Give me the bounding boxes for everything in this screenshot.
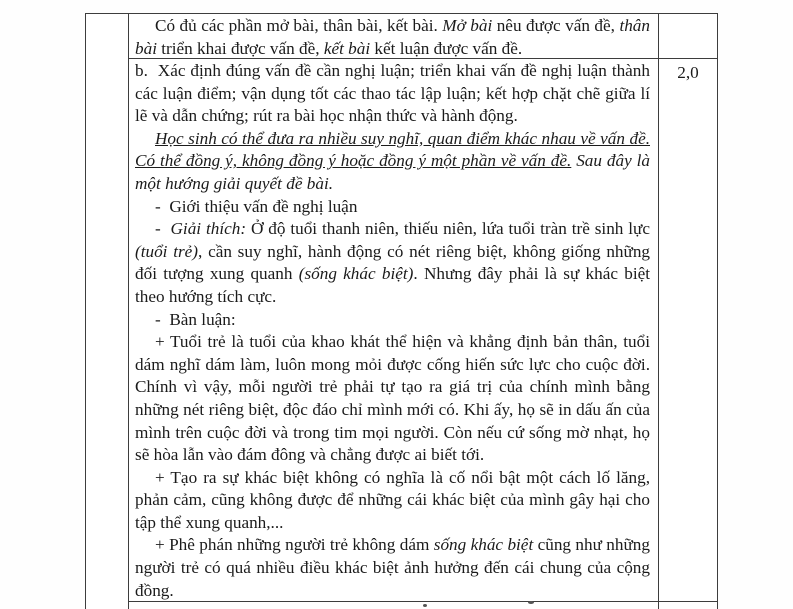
text-run: Ở độ tuổi thanh niên, thiếu niên, lứa tuổi tràn trề sinh lực <box>246 219 650 239</box>
text-run: kết luận được vấn đề. <box>370 38 523 58</box>
rubric-table <box>85 13 718 609</box>
text-run-italic: Mở bài <box>442 16 493 35</box>
text-run: nêu được vấn đề, <box>492 16 620 35</box>
text-run: . Nhưng đây phải là sự khác biệt theo hướng tích cực. <box>135 264 651 306</box>
text-run-italic: (sống khác biệt) <box>298 264 414 284</box>
paragraph-discuss-2: + Tạo ra sự khác biệt không có nghĩa là cố nổi bật một cách lố lăng, phản cảm, cũng không được để những cái khác biệt của mình gây hại cho tập thể xung quanh,... <box>135 467 650 532</box>
text-run-italic: thân bài <box>135 16 650 58</box>
question-number-column <box>86 14 129 609</box>
score-cell <box>659 602 717 609</box>
paragraph-structure <box>135 15 650 58</box>
paragraph-discuss-1: + Tuổi trẻ là tuổi của khao khát thể hiện và khẳng định bản thân, tuổi dám nghĩ dám làm, luôn mong mỏi được cống hiến sức lực cho cuộc đời. Chính vì vậy, mỗi người trẻ phải tự tạo ra giá trị của chính mình bằng những nét riêng biệt, độc đáo chỉ mình mới có. Khi ấy, họ sẽ in dấu ấn của mình trên cuộc đời và trong tim mọi người. Còn nếu cứ sống mờ nhạt, họ sẽ hòa lẫn vào đám đông và chẳng được ai biết tới. <box>135 332 650 465</box>
paragraph-explain <box>135 218 650 308</box>
criterion-cell <box>129 59 659 601</box>
paragraph-intro: - Giới thiệu vấn đề nghị luận <box>155 196 358 216</box>
text-run-italic: (tuổi trẻ) <box>135 241 199 261</box>
table-row-criterion-b <box>129 59 717 602</box>
paragraph-criterion-b: b. Xác định đúng vấn đề cần nghị luận; triển khai vấn đề nghị luận thành các luận điểm; vận dụng tốt các thao tác lập luận; kết hợp chặt chẽ giữa lí lẽ và dẫn chứng; rút ra bài học nhận thức và hành động. <box>135 61 650 126</box>
criterion-cell <box>129 602 659 609</box>
text-run-italic-underline: Học sinh có thể đưa ra nhiều suy nghĩ, quan điểm khác nhau về vấn đề. Có thể đồng ý, không đồng ý hoặc đồng ý một phần về vấn đề. <box>135 128 650 171</box>
text-run: cũng như những người trẻ có quá nhiều điều khác biệt ảnh hưởng đến cái chung của cộng đồng. <box>135 535 650 600</box>
score-cell: 2,0 <box>677 63 699 82</box>
clipped-text-fragment <box>528 601 534 604</box>
score-cell <box>659 14 717 58</box>
text-run: - <box>155 219 171 239</box>
text-run-italic: sống khác biệt <box>433 535 534 555</box>
text-run-italic: kết bài <box>323 38 371 58</box>
table-row-structure <box>129 14 717 59</box>
text-run: + Phê phán những người trẻ không dám <box>155 535 434 555</box>
paragraph-note <box>135 128 650 196</box>
criterion-cell <box>129 14 659 58</box>
text-run: Có đủ các phần mở bài, thân bài, kết bài. <box>155 16 443 35</box>
text-run: , cần suy nghĩ, hành động có nét riêng biệt, không giống những đối tượng xung quanh <box>135 241 651 284</box>
text-run: triển khai được vấn đề, <box>156 38 324 58</box>
paragraph-discuss-heading: - Bàn luận: <box>155 309 236 329</box>
text-run-italic: Giải thích: <box>170 219 247 239</box>
text-run-italic: Sau đây là một hướng giải quyết đề bài. <box>135 151 650 193</box>
table-body <box>129 14 717 609</box>
paragraph-discuss-3 <box>135 534 650 601</box>
clipped-text-fragment <box>423 604 427 607</box>
